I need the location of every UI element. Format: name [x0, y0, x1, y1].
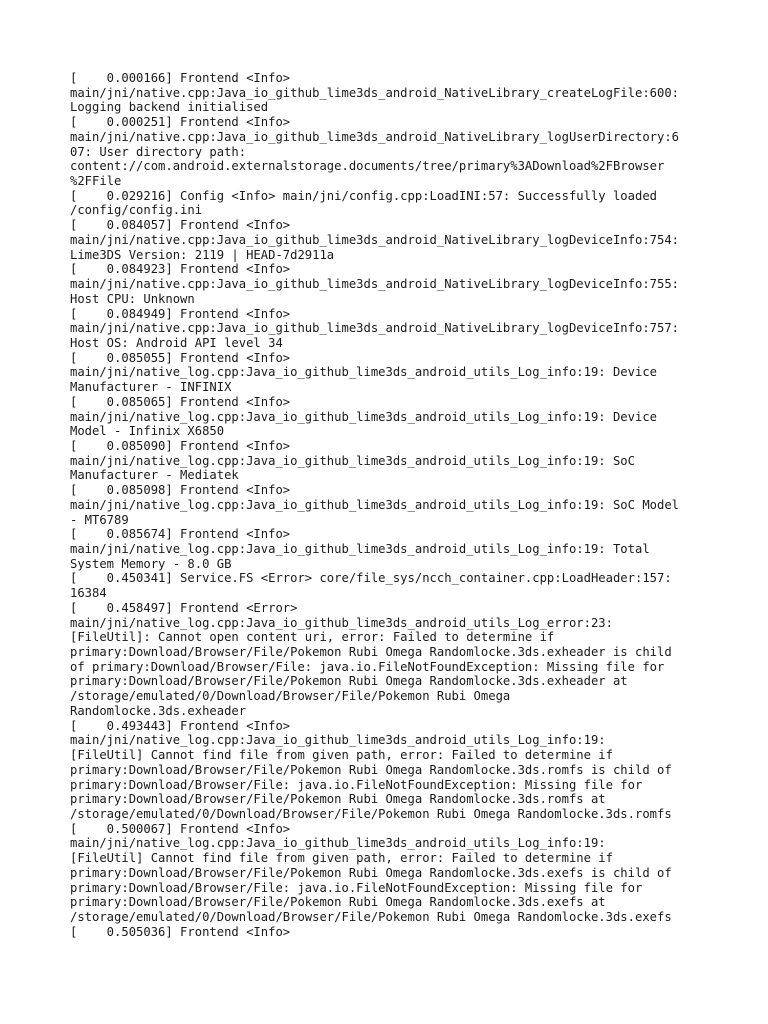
- log-line: main/jni/native_log.cpp:Java_io_github_lime3ds_android_utils_Log_info:19: SoC Model: [70, 497, 680, 512]
- log-line: /storage/emulated/0/Download/Browser/File/Pokemon Rubi Omega Randomlocke.3ds.exefs: [70, 909, 672, 924]
- log-line: primary:Download/Browser/File/Pokemon Rubi Omega Randomlocke.3ds.exheader is child: [70, 645, 672, 660]
- log-line: [ 0.505036] Frontend <Info>: [70, 924, 291, 939]
- log-line: [ 0.029216] Config <Info> main/jni/config.cpp:LoadINI:57: Successfully loaded: [70, 188, 657, 203]
- log-line: primary:Download/Browser/File/Pokemon Rubi Omega Randomlocke.3ds.romfs at: [70, 792, 606, 807]
- log-line: primary:Download/Browser/File/Pokemon Rubi Omega Randomlocke.3ds.romfs is child of: [70, 762, 672, 777]
- log-line: /config/config.ini: [70, 203, 203, 218]
- log-line: primary:Download/Browser/File/Pokemon Rubi Omega Randomlocke.3ds.exefs at: [70, 895, 606, 910]
- log-line: System Memory - 8.0 GB: [70, 556, 232, 571]
- log-line: primary:Download/Browser/File: java.io.FileNotFoundException: Missing file for: [70, 880, 643, 895]
- log-line: Lime3DS Version: 2119 | HEAD-7d2911a: [70, 247, 335, 262]
- log-line: main/jni/native_log.cpp:Java_io_github_lime3ds_android_utils_Log_info:19:: [70, 836, 606, 851]
- log-line: [ 0.084949] Frontend <Info>: [70, 306, 291, 321]
- log-line: [ 0.085098] Frontend <Info>: [70, 483, 291, 498]
- log-line: [FileUtil] Cannot find file from given path, error: Failed to determine if: [70, 748, 613, 763]
- log-line: [ 0.085055] Frontend <Info>: [70, 350, 291, 365]
- log-line: main/jni/native_log.cpp:Java_io_github_lime3ds_android_utils_Log_info:19: Device: [70, 365, 657, 380]
- log-line: Manufacturer - INFINIX: [70, 380, 232, 395]
- log-line: of primary:Download/Browser/File: java.io.FileNotFoundException: Missing file for: [70, 659, 665, 674]
- log-line: Randomlocke.3ds.exheader: [70, 703, 247, 718]
- log-line: main/jni/native.cpp:Java_io_github_lime3ds_android_NativeLibrary_createLogFile:600:: [70, 85, 680, 100]
- log-line: Host OS: Android API level 34: [70, 335, 283, 350]
- log-line: [FileUtil] Cannot find file from given path, error: Failed to determine if: [70, 851, 613, 866]
- log-line: - MT6789: [70, 512, 129, 527]
- log-line: /storage/emulated/0/Download/Browser/File/Pokemon Rubi Omega Randomlocke.3ds.romfs: [70, 806, 672, 821]
- log-line: main/jni/native.cpp:Java_io_github_lime3ds_android_NativeLibrary_logUserDirectory:6: [70, 129, 680, 144]
- log-line: main/jni/native_log.cpp:Java_io_github_lime3ds_android_utils_Log_error:23:: [70, 615, 613, 630]
- log-line: main/jni/native_log.cpp:Java_io_github_lime3ds_android_utils_Log_info:19: Device: [70, 409, 657, 424]
- log-line: [ 0.000251] Frontend <Info>: [70, 115, 291, 130]
- log-line: primary:Download/Browser/File/Pokemon Rubi Omega Randomlocke.3ds.exefs is child of: [70, 865, 672, 880]
- log-line: main/jni/native_log.cpp:Java_io_github_lime3ds_android_utils_Log_info:19: SoC: [70, 453, 635, 468]
- log-line: main/jni/native_log.cpp:Java_io_github_lime3ds_android_utils_Log_info:19: Total: [70, 542, 650, 556]
- log-line: [ 0.084923] Frontend <Info>: [70, 262, 291, 277]
- log-line: /storage/emulated/0/Download/Browser/File/Pokemon Rubi Omega: [70, 689, 511, 704]
- log-line: Manufacturer - Mediatek: [70, 468, 239, 483]
- log-line: main/jni/native_log.cpp:Java_io_github_lime3ds_android_utils_Log_info:19:: [70, 733, 606, 748]
- log-line: main/jni/native.cpp:Java_io_github_lime3ds_android_NativeLibrary_logDeviceInfo:755:: [70, 277, 680, 292]
- log-line: [ 0.085065] Frontend <Info>: [70, 394, 291, 409]
- log-document: [70, 71, 710, 939]
- log-line: [ 0.458497] Frontend <Error>: [70, 600, 298, 615]
- log-line: Logging backend initialised: [70, 100, 269, 115]
- log-line: primary:Download/Browser/File: java.io.FileNotFoundException: Missing file for: [70, 777, 643, 792]
- log-line: %2FFile: [70, 174, 122, 189]
- log-line: [ 0.493443] Frontend <Info>: [70, 718, 291, 733]
- log-line: [ 0.085090] Frontend <Info>: [70, 438, 291, 453]
- log-line: [ 0.000166] Frontend <Info>: [70, 71, 291, 85]
- log-line: 07: User directory path:: [70, 144, 247, 159]
- log-line: primary:Download/Browser/File/Pokemon Rubi Omega Randomlocke.3ds.exheader at: [70, 674, 628, 689]
- log-line: [ 0.084057] Frontend <Info>: [70, 218, 291, 233]
- log-line: 16384: [70, 586, 107, 601]
- log-line: main/jni/native.cpp:Java_io_github_lime3ds_android_NativeLibrary_logDeviceInfo:757:: [70, 321, 680, 336]
- log-line: Host CPU: Unknown: [70, 291, 195, 306]
- log-line: main/jni/native.cpp:Java_io_github_lime3ds_android_NativeLibrary_logDeviceInfo:754:: [70, 232, 680, 247]
- log-line: Model - Infinix X6850: [70, 424, 225, 439]
- log-line: content://com.android.externalstorage.documents/tree/primary%3ADownload%2FBrowser: [70, 159, 665, 174]
- log-line: [ 0.450341] Service.FS <Error> core/file_sys/ncch_container.cpp:LoadHeader:157:: [70, 571, 672, 586]
- log-line: [ 0.085674] Frontend <Info>: [70, 527, 291, 542]
- log-line: [ 0.500067] Frontend <Info>: [70, 821, 291, 836]
- log-line: [FileUtil]: Cannot open content uri, error: Failed to determine if: [70, 630, 555, 645]
